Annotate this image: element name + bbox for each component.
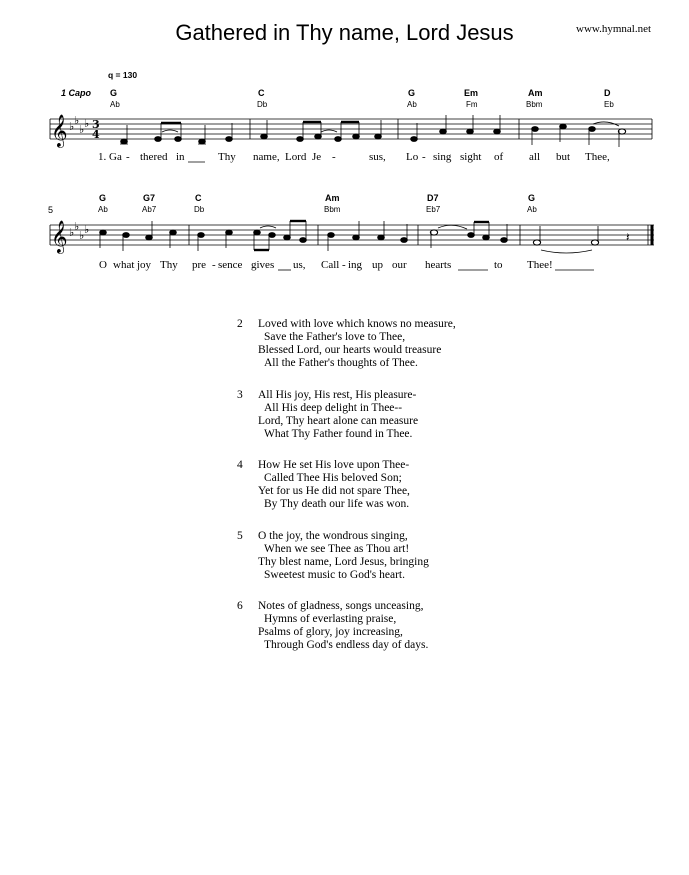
note — [468, 233, 475, 238]
svg-text:G: G — [408, 88, 416, 98]
note — [589, 127, 596, 132]
note — [175, 137, 182, 142]
note — [591, 240, 598, 245]
treble-clef-icon — [51, 114, 68, 148]
svg-text:G: G — [110, 88, 118, 98]
svg-text:sence: sence — [218, 259, 243, 271]
verse-line: When we see Thee as Thou art! — [264, 542, 410, 555]
svg-text:-: - — [342, 259, 346, 271]
note — [297, 137, 304, 142]
note — [226, 137, 233, 142]
note — [494, 129, 501, 134]
svg-text:sus,: sus, — [369, 151, 386, 163]
svg-text:but: but — [556, 151, 571, 163]
chord-symbol — [527, 193, 537, 214]
svg-text:pre: pre — [192, 259, 207, 271]
svg-text:♭: ♭ — [84, 223, 90, 236]
note — [467, 129, 474, 134]
note — [328, 233, 335, 238]
verse-line: O the joy, the wondrous singing, — [258, 529, 408, 542]
verse-line: Thy blest name, Lord Jesus, bringing — [258, 555, 429, 568]
sheet-music — [0, 0, 689, 300]
svg-text:♭: ♭ — [79, 123, 85, 136]
svg-text:hearts: hearts — [425, 259, 452, 271]
verse-line: Yet for us He did not spare Thee, — [258, 485, 410, 497]
lyrics-row-2 — [99, 259, 594, 271]
svg-text:Eb: Eb — [604, 100, 614, 109]
treble-clef-icon — [51, 220, 68, 254]
note — [199, 139, 206, 144]
svg-text:Call: Call — [321, 259, 340, 271]
verse-number: 2 — [237, 318, 243, 330]
note — [261, 134, 268, 139]
note — [315, 134, 322, 139]
svg-text:Thy: Thy — [160, 259, 178, 271]
verse-line: Lord, Thy heart alone can measure — [258, 414, 419, 427]
verse-number: 5 — [237, 529, 243, 542]
note — [198, 233, 205, 238]
svg-text:Lord: Lord — [285, 151, 307, 163]
svg-text:sing: sing — [433, 151, 452, 163]
note — [440, 129, 447, 134]
svg-text:joy: joy — [137, 259, 152, 271]
svg-text:-: - — [126, 151, 130, 163]
svg-text:up: up — [372, 259, 383, 271]
note — [375, 134, 382, 139]
svg-text:Bbm: Bbm — [324, 205, 341, 214]
notes-2 — [100, 221, 630, 253]
measure-number: 5 — [48, 205, 54, 215]
svg-text:G: G — [528, 193, 536, 203]
verse-number: 3 — [237, 388, 243, 401]
svg-text:G7: G7 — [143, 193, 156, 203]
note — [123, 233, 130, 238]
svg-text:♭: ♭ — [69, 226, 75, 239]
svg-text:C: C — [195, 193, 202, 203]
svg-text:Db: Db — [257, 100, 268, 109]
note — [618, 129, 625, 134]
svg-text:Am: Am — [325, 193, 340, 203]
svg-text:ing: ing — [348, 259, 363, 271]
svg-text:what: what — [113, 259, 135, 271]
svg-text:sight: sight — [460, 151, 482, 163]
note — [378, 235, 385, 240]
verse-number: 4 — [237, 459, 243, 471]
note — [430, 230, 437, 235]
time-signature — [92, 118, 100, 141]
svg-text:Am: Am — [528, 88, 543, 98]
svg-text:to: to — [494, 259, 503, 271]
note — [483, 235, 490, 240]
svg-text:Thee,: Thee, — [585, 151, 610, 163]
site-url: www.hymnal.net — [576, 23, 652, 35]
note — [146, 235, 153, 240]
svg-text:𝄞: 𝄞 — [51, 220, 68, 253]
svg-text:G: G — [99, 193, 107, 203]
svg-text:us,: us, — [293, 259, 306, 271]
note — [170, 230, 177, 235]
note — [226, 230, 233, 235]
note — [353, 235, 360, 240]
verse-line: All the Father's thoughts of Thee. — [264, 357, 418, 369]
svg-text:Je: Je — [312, 151, 322, 163]
svg-text:all: all — [529, 151, 540, 163]
svg-text:Lo: Lo — [406, 151, 419, 163]
chord-symbol — [526, 88, 543, 109]
chord-symbol — [464, 88, 478, 109]
svg-text:Fm: Fm — [466, 100, 478, 109]
svg-text:-: - — [332, 151, 336, 163]
verse-line: What Thy Father found in Thee. — [264, 427, 413, 440]
verse-line: How He set His love upon Thee- — [258, 459, 410, 471]
svg-text:Em: Em — [464, 88, 479, 98]
chord-symbol — [426, 193, 441, 214]
svg-text:Ab: Ab — [110, 100, 120, 109]
svg-text:Db: Db — [194, 205, 205, 214]
svg-text:name,: name, — [253, 151, 280, 163]
note — [269, 233, 276, 238]
staff-2 — [50, 225, 654, 245]
verse-line: Save the Father's love to Thee, — [264, 331, 406, 343]
svg-text:Ab: Ab — [407, 100, 417, 109]
svg-text:of: of — [494, 151, 504, 163]
note — [353, 134, 360, 139]
svg-text:♭: ♭ — [69, 120, 75, 133]
verse-line: By Thy death our life was won. — [264, 498, 410, 510]
svg-text:♭: ♭ — [84, 117, 90, 130]
svg-text:♭: ♭ — [74, 114, 80, 127]
note — [533, 240, 540, 245]
chord-symbol — [324, 193, 341, 214]
verse-line: Loved with love which knows no measure, — [258, 318, 456, 330]
chord-symbol — [407, 88, 417, 109]
svg-text:our: our — [392, 259, 407, 271]
svg-text:Eb7: Eb7 — [426, 205, 441, 214]
verse-line: Through God's endless day of days. — [264, 639, 429, 651]
svg-text:𝄞: 𝄞 — [51, 114, 68, 147]
verse-line: All His deep delight in Thee-- — [264, 401, 403, 414]
note — [560, 124, 567, 129]
svg-text:-: - — [212, 259, 216, 271]
note — [254, 230, 261, 235]
chord-symbol — [110, 88, 120, 109]
svg-text:-: - — [422, 151, 426, 163]
note — [411, 137, 418, 142]
note — [501, 238, 508, 243]
chord-row-2 — [98, 193, 537, 214]
svg-text:3: 3 — [92, 118, 100, 131]
chord-symbol — [194, 193, 205, 214]
notes-1 — [120, 115, 626, 147]
svg-text:gives: gives — [251, 259, 275, 271]
chord-symbol — [604, 88, 614, 109]
chord-symbol — [98, 193, 108, 214]
svg-text:O: O — [99, 259, 107, 271]
svg-text:D7: D7 — [427, 193, 439, 203]
note — [155, 137, 162, 142]
svg-text:4: 4 — [92, 128, 100, 141]
verse-line: Blessed Lord, our hearts would treasure — [258, 344, 442, 356]
svg-text:Bbm: Bbm — [526, 100, 543, 109]
lyrics-row-1 — [98, 151, 610, 163]
chord-symbol — [142, 193, 157, 214]
capo-label: 1 Capo — [61, 88, 92, 98]
chord-row-1 — [110, 88, 614, 109]
svg-text:C: C — [258, 88, 265, 98]
key-signature-flats — [69, 114, 89, 136]
svg-text:Ab: Ab — [527, 205, 537, 214]
svg-text:♭: ♭ — [74, 220, 80, 233]
verse-line: All His joy, His rest, His pleasure- — [258, 388, 417, 401]
verse-line: Sweetest music to God's heart. — [264, 568, 406, 581]
svg-text:Ab7: Ab7 — [142, 205, 157, 214]
verse-line: Hymns of everlasting praise, — [264, 613, 397, 625]
hymn-title: Gathered in Thy name, Lord Jesus — [175, 20, 514, 45]
quarter-rest-icon: 𝄽 — [626, 230, 630, 244]
key-signature-flats — [69, 220, 89, 242]
chord-symbol — [257, 88, 268, 109]
verse-line: Notes of gladness, songs unceasing, — [258, 600, 424, 612]
svg-text:Thee!: Thee! — [527, 259, 553, 271]
note — [300, 238, 307, 243]
verse-line: Psalms of glory, joy increasing, — [258, 626, 403, 638]
note — [121, 139, 128, 144]
svg-text:D: D — [604, 88, 611, 98]
note — [401, 238, 408, 243]
note — [532, 127, 539, 132]
svg-text:1. Ga: 1. Ga — [98, 151, 122, 163]
note — [284, 235, 291, 240]
svg-text:Ab: Ab — [98, 205, 108, 214]
svg-text:♭: ♭ — [79, 229, 85, 242]
svg-text:Thy: Thy — [218, 151, 236, 163]
verse-number: 6 — [237, 600, 243, 612]
svg-text:in: in — [176, 151, 185, 163]
note — [335, 137, 342, 142]
note — [100, 230, 107, 235]
tempo-marking: q = 130 — [108, 70, 138, 80]
svg-text:thered: thered — [140, 151, 168, 163]
verse-line: Called Thee His beloved Son; — [264, 472, 402, 484]
